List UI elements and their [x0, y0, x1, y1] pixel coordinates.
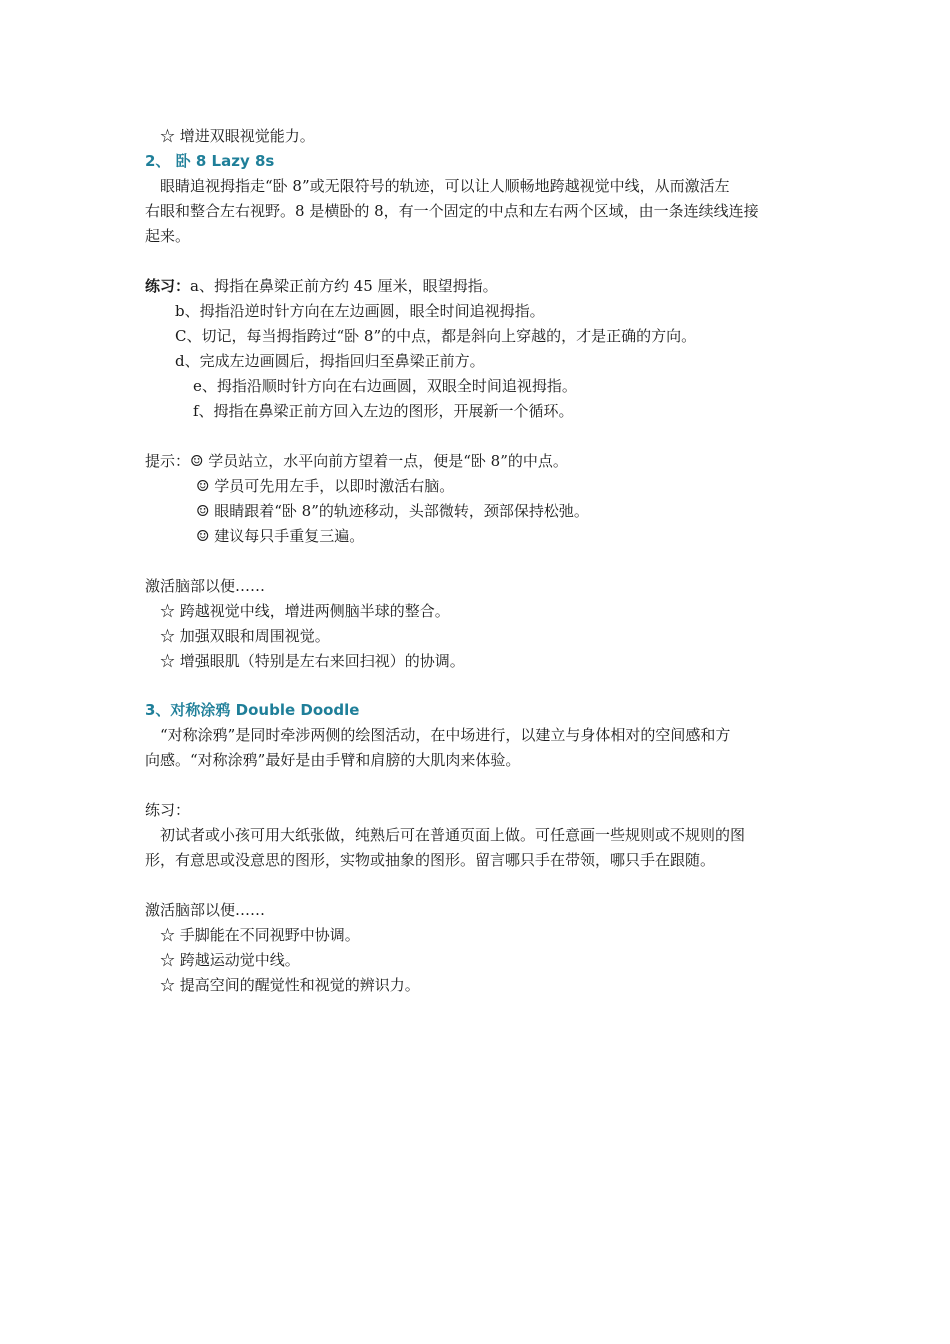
section-heading-double-doodle: 3、对称涂鸦 Double Doodle	[145, 701, 360, 719]
paragraph-line: 初试者或小孩可用大纸张做，纯熟后可在普通页面上做。可任意画一些规则或不规则的图	[160, 826, 746, 844]
benefit-line: ☆ 增进双眼视觉能力。	[160, 127, 315, 145]
exercise-line	[145, 274, 498, 298]
benefit-line: ☆ 增强眼肌（特别是左右来回扫视）的协调。	[160, 652, 465, 670]
activation-heading: 激活脑部以便……	[145, 577, 266, 595]
benefit-line: ☆ 手脚能在不同视野中协调。	[160, 926, 360, 944]
tip-line: ☺ 学员可先用左手，以即时激活右脑。	[196, 477, 455, 495]
exercise-step-a: a、拇指在鼻梁正前方约 45 厘米，眼望拇指。	[190, 277, 498, 295]
paragraph-line: 右眼和整合左右视野。8 是横卧的 8，有一个固定的中点和左右两个区域，由一条连续线连接	[145, 202, 759, 220]
exercise-label: 练习：	[145, 277, 191, 295]
tip-line: ☺ 眼睛跟着“卧 8”的轨迹移动，头部微转，颈部保持松弛。	[196, 502, 589, 520]
paragraph-line: 向感。“对称涂鸦”最好是由手臂和肩膀的大肌肉来体验。	[145, 751, 521, 769]
tip-line: ☺ 建议每只手重复三遍。	[196, 527, 365, 545]
benefit-line: ☆ 跨越运动觉中线。	[160, 951, 300, 969]
benefit-line: ☆ 加强双眼和周围视觉。	[160, 627, 330, 645]
exercise-step-e: e、拇指沿顺时针方向在右边画圆，双眼全时间追视拇指。	[193, 377, 577, 395]
section-heading-lazy8: 2、 卧 8 Lazy 8s	[145, 152, 275, 170]
activation-heading: 激活脑部以便……	[145, 901, 266, 919]
paragraph-line: “对称涂鸦”是同时牵涉两侧的绘图活动，在中场进行，以建立与身体相对的空间感和方	[160, 726, 731, 744]
paragraph-line: 眼睛追视拇指走“卧 8”或无限符号的轨迹，可以让人顺畅地跨越视觉中线，从而激活左	[160, 177, 730, 195]
paragraph-line: 形，有意思或没意思的图形，实物或抽象的图形。留言哪只手在带领，哪只手在跟随。	[145, 851, 716, 869]
exercise-step-c: C、切记，每当拇指跨过“卧 8”的中点，都是斜向上穿越的，才是正确的方向。	[175, 327, 697, 345]
exercise-step-d: d、完成左边画圆后，拇指回归至鼻梁正前方。	[175, 352, 485, 370]
benefit-line: ☆ 提高空间的醒觉性和视觉的辨识力。	[160, 976, 420, 994]
tip-line: 提示：☺ 学员站立，水平向前方望着一点，便是“卧 8”的中点。	[145, 452, 568, 470]
paragraph-line: 起来。	[145, 227, 191, 245]
exercise-step-b: b、拇指沿逆时针方向在左边画圆，眼全时间追视拇指。	[175, 302, 545, 320]
exercise-step-f: f、拇指在鼻梁正前方回入左边的图形，开展新一个循环。	[193, 402, 574, 420]
exercise-label: 练习：	[145, 801, 191, 819]
benefit-line: ☆ 跨越视觉中线，增进两侧脑半球的整合。	[160, 602, 450, 620]
